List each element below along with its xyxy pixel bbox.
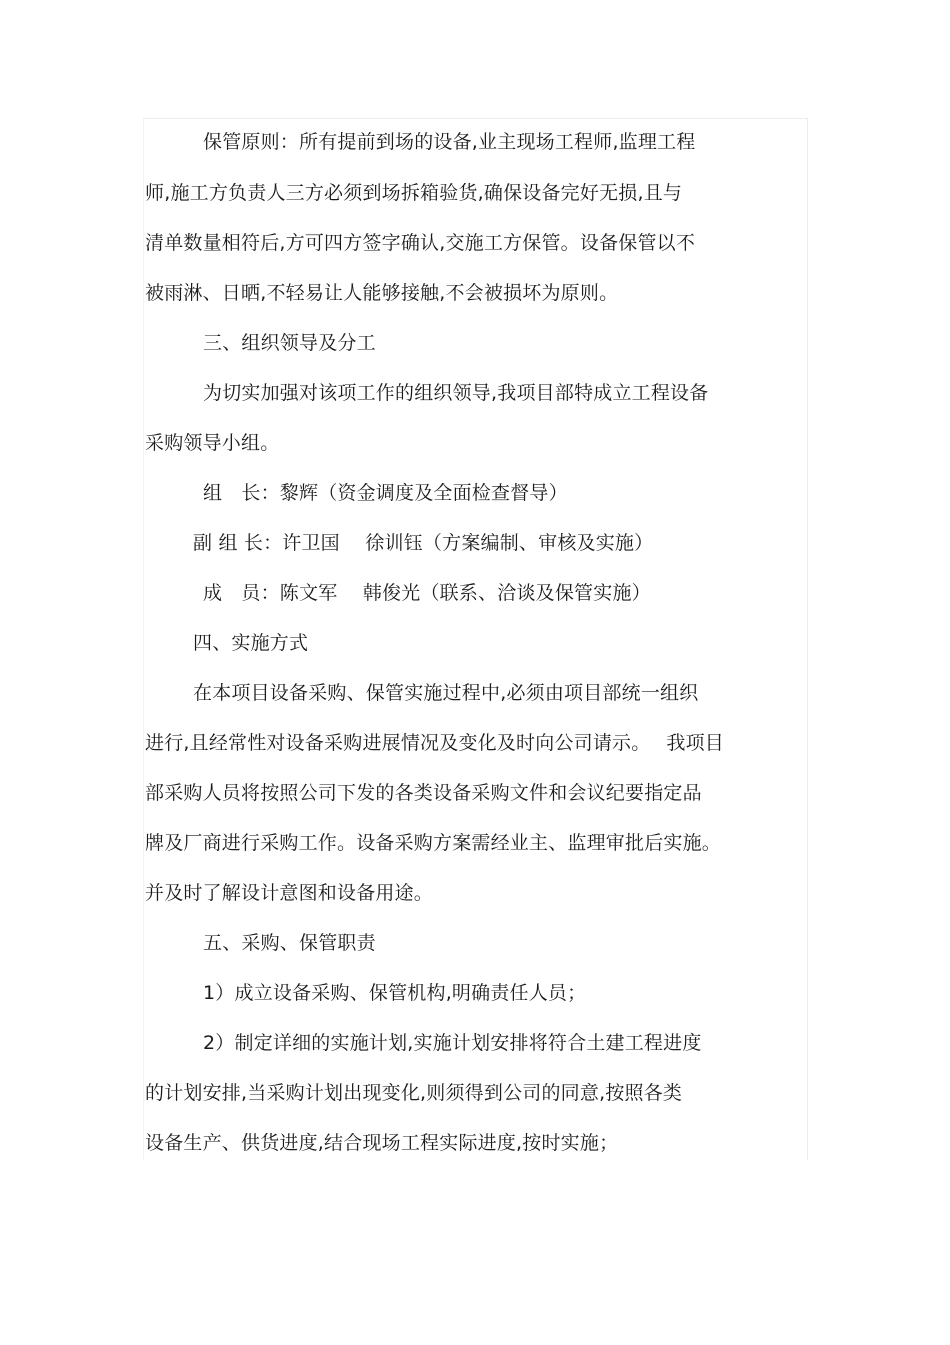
paragraph-organization-line-1: 为切实加强对该项工作的组织领导,我项目部特成立工程设备	[203, 382, 709, 404]
paragraph-storage-principle-line-4: 被雨淋、日晒,不轻易让人能够接触,不会被损坏为原则。	[145, 282, 619, 304]
paragraph-implementation-line-3: 部采购人员将按照公司下发的各类设备采购文件和会议纪要指定品	[145, 782, 702, 804]
duty-item-2-line-3: 设备生产、供货进度,结合现场工程实际进度,按时实施；	[145, 1132, 619, 1154]
paragraph-implementation-line-1: 在本项目设备采购、保管实施过程中,必须由项目部统一组织	[193, 682, 699, 704]
paragraph-implementation-line-5: 并及时了解设计意图和设备用途。	[145, 882, 434, 904]
paragraph-storage-principle-line-3: 清单数量相符后,方可四方签字确认,交施工方保管。设备保管以不	[145, 232, 696, 254]
section-heading-5: 五、采购、保管职责	[203, 932, 376, 954]
paragraph-storage-principle-line-2: 师,施工方负责人三方必须到场拆箱验货,确保设备完好无损,且与	[145, 182, 683, 204]
duty-item-2-line-2: 的计划安排,当采购计划出现变化,则须得到公司的同意,按照各类	[145, 1082, 683, 1104]
deputy-leader-line: 副 组 长：许卫国 徐训钰（方案编制、审核及实施）	[193, 532, 654, 554]
paragraph-implementation-line-2: 进行,且经常性对设备采购进展情况及变化及时向公司请示。 我项目	[145, 732, 724, 754]
paragraph-storage-principle-line-1: 保管原则：所有提前到场的设备,业主现场工程师,监理工程	[203, 131, 696, 153]
section-heading-3: 三、组织领导及分工	[203, 332, 376, 354]
members-line: 成 员：陈文军 韩俊光（联系、洽谈及保管实施）	[203, 582, 651, 604]
team-leader-line: 组 长：黎辉（资金调度及全面检查督导）	[203, 482, 568, 504]
duty-item-1: 1）成立设备采购、保管机构,明确责任人员；	[203, 982, 587, 1004]
paragraph-organization-line-2: 采购领导小组。	[145, 432, 280, 454]
duty-item-2-line-1: 2）制定详细的实施计划,实施计划安排将符合土建工程进度	[203, 1032, 702, 1054]
section-heading-4: 四、实施方式	[193, 632, 309, 654]
paragraph-implementation-line-4: 牌及厂商进行采购工作。设备采购方案需经业主、监理审批后实施。	[145, 832, 722, 854]
